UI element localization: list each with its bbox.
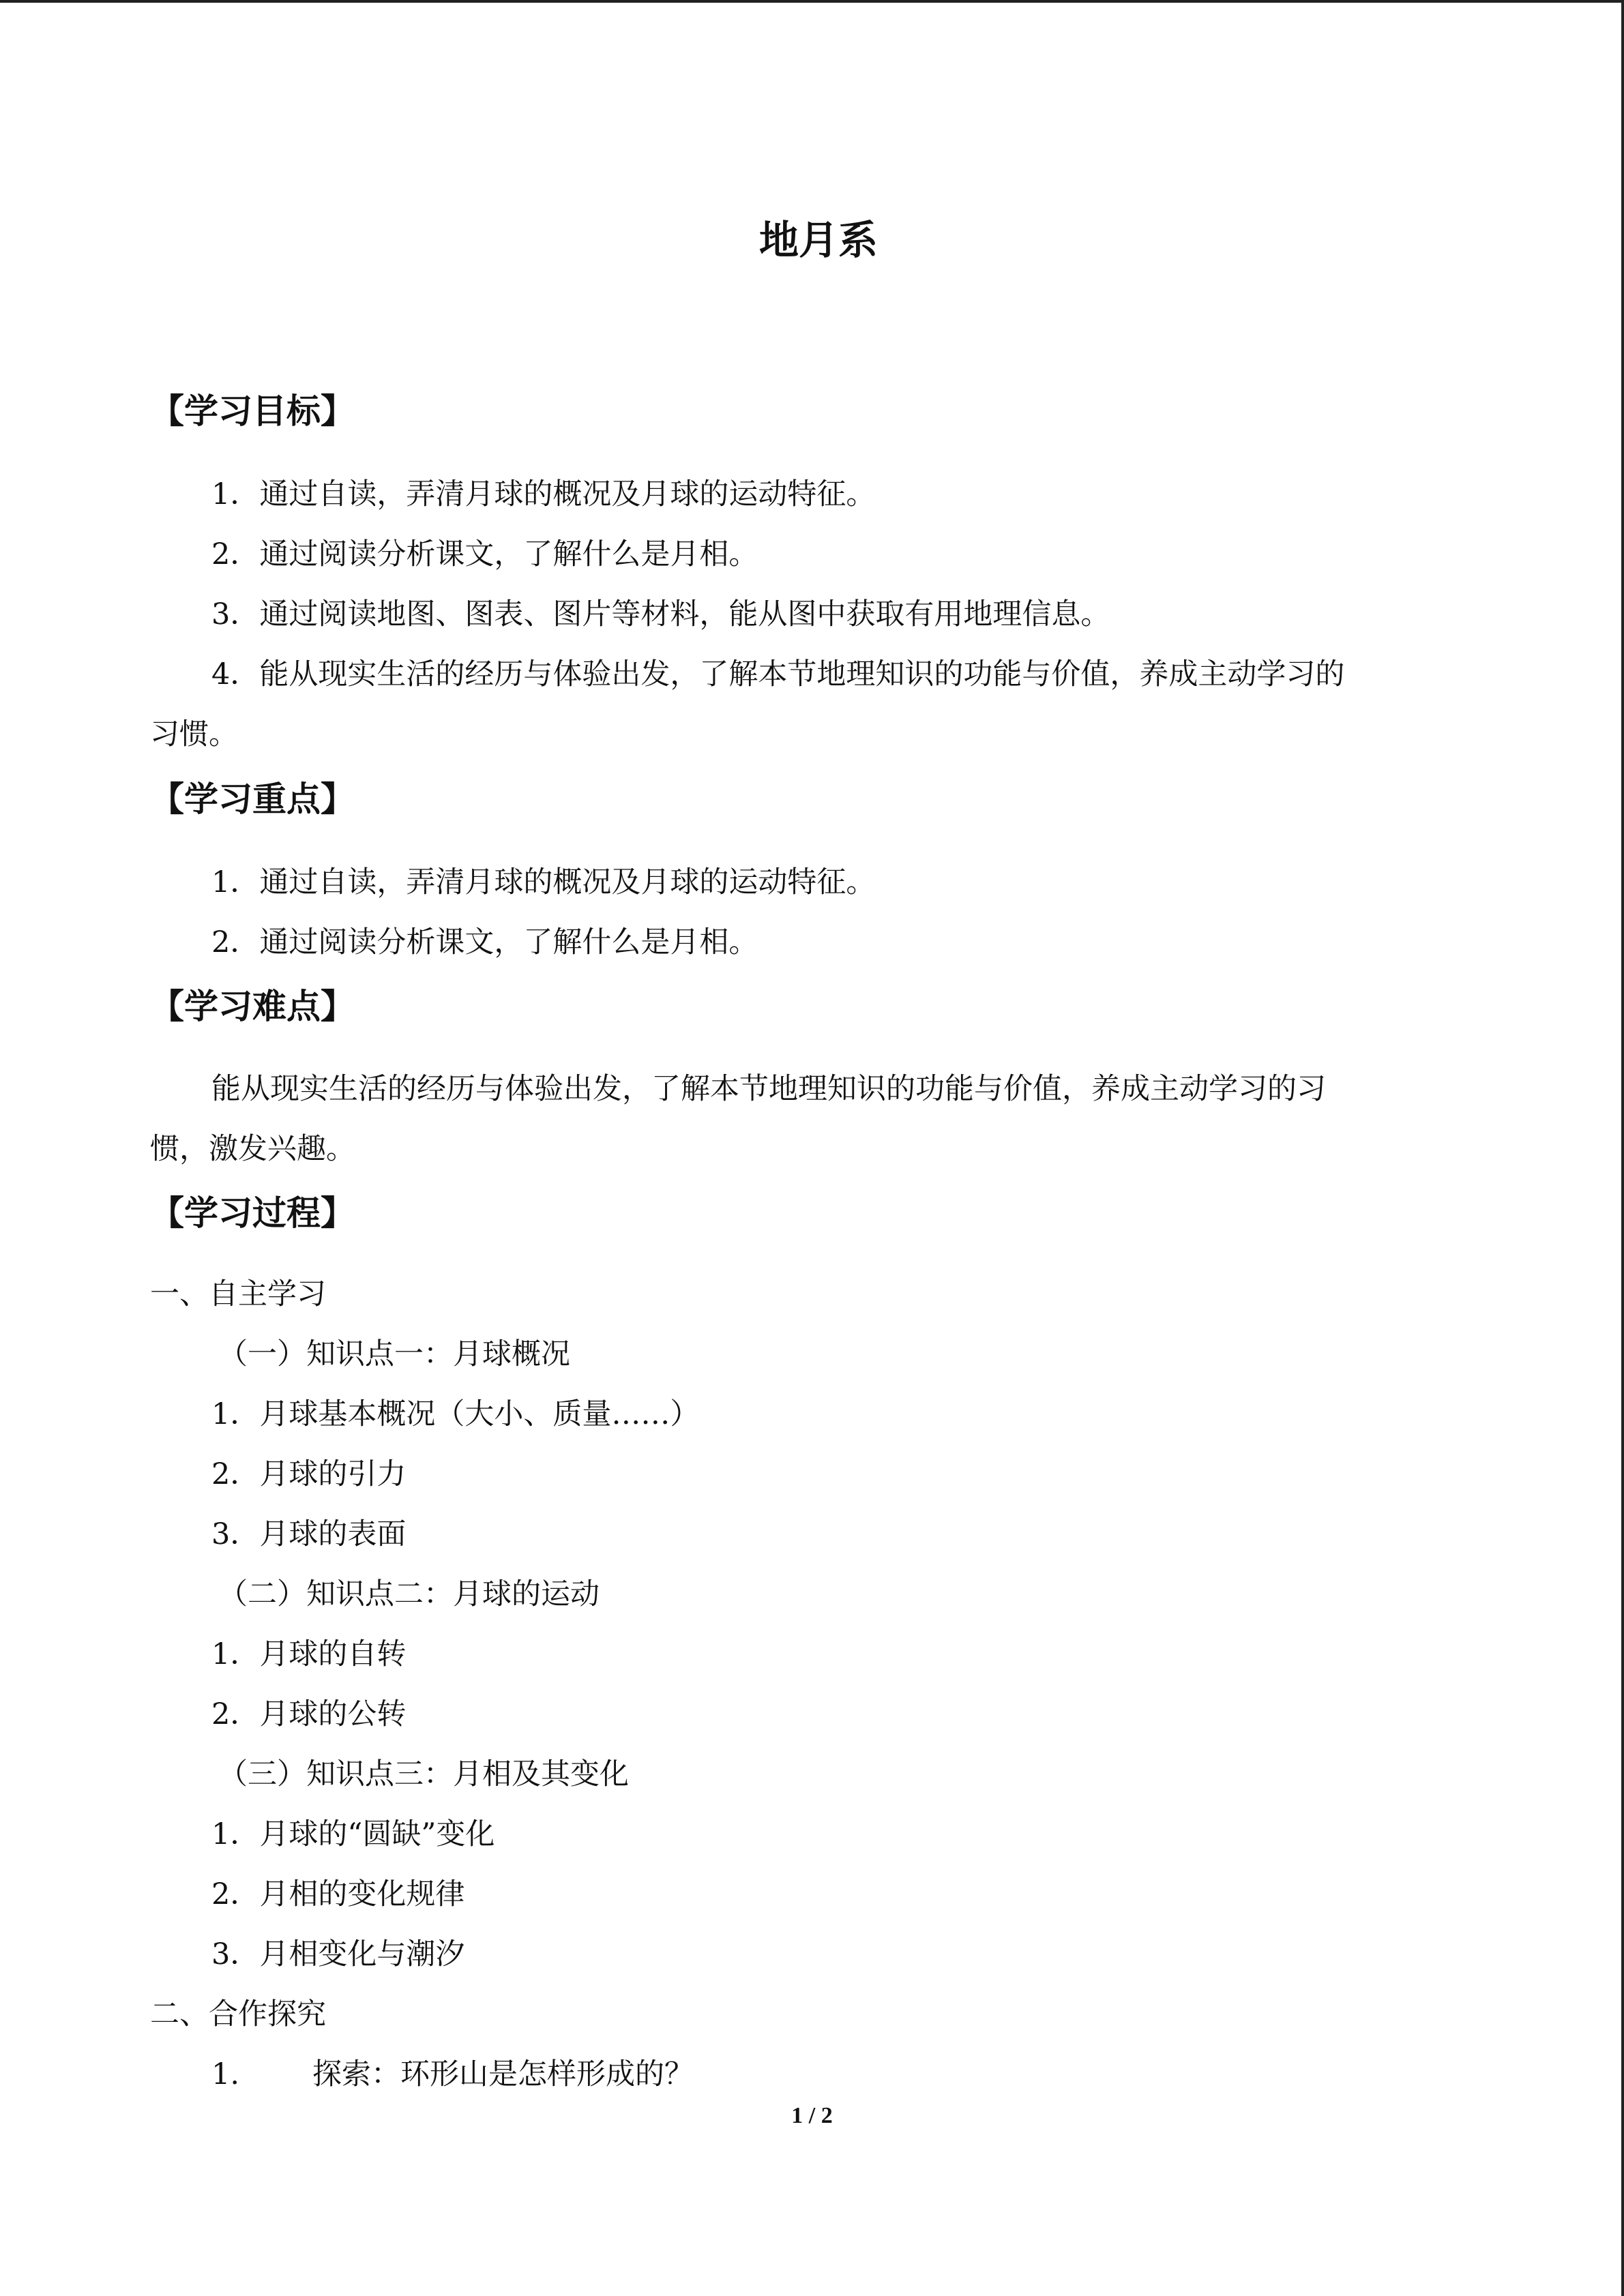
- objective-item: 4．能从现实生活的经历与体验出发，了解本节地理知识的功能与价值，养成主动学习的: [211, 657, 1345, 691]
- page-top-border: [0, 0, 1624, 3]
- explore-item-text: 探索：环形山是怎样形成的？: [312, 2057, 694, 2091]
- page-number: 1 / 2: [791, 2103, 833, 2128]
- key-point-item: 2．通过阅读分析课文，了解什么是月相。: [211, 925, 758, 959]
- objective-item: 3．通过阅读地图、图表、图片等材料，能从图中获取有用地理信息。: [211, 597, 1110, 631]
- objective-item: 1．通过自读，弄清月球的概况及月球的运动特征。: [211, 477, 876, 511]
- objective-item: 2．通过阅读分析课文，了解什么是月相。: [211, 537, 758, 571]
- knowledge-point-2-title: （二）知识点二：月球的运动: [218, 1577, 600, 1611]
- knowledge-point-3-item: 2．月相的变化规律: [211, 1877, 465, 1911]
- knowledge-point-1-item: 2．月球的引力: [211, 1457, 407, 1491]
- document-title: 地月系: [758, 217, 878, 263]
- knowledge-point-2-item: 2．月球的公转: [211, 1697, 407, 1731]
- key-points-heading: 【学习重点】: [150, 779, 355, 819]
- objective-item-continuation: 习惯。: [150, 717, 238, 751]
- page-right-border: [1621, 0, 1624, 2296]
- knowledge-point-3-item: 3．月相变化与潮汐: [211, 1937, 465, 1971]
- knowledge-point-1-title: （一）知识点一：月球概况: [218, 1337, 570, 1371]
- process-heading: 【学习过程】: [150, 1193, 355, 1233]
- explore-item: [211, 2054, 694, 2095]
- difficulty-item-continuation: 惯，激发兴趣。: [150, 1132, 355, 1166]
- knowledge-point-3-title: （三）知识点三：月相及其变化: [218, 1757, 629, 1791]
- difficulties-heading: 【学习难点】: [150, 987, 355, 1026]
- difficulty-item: 能从现实生活的经历与体验出发，了解本节地理知识的功能与价值，养成主动学习的习: [211, 1072, 1326, 1106]
- objectives-heading: 【学习目标】: [150, 391, 355, 431]
- part1-title: 一、自主学习: [150, 1277, 326, 1311]
- knowledge-point-1-item: 3．月球的表面: [211, 1517, 407, 1551]
- knowledge-point-3-item: 1．月球的“圆缺”变化: [211, 1817, 495, 1851]
- key-point-item: 1．通过自读，弄清月球的概况及月球的运动特征。: [211, 865, 876, 899]
- knowledge-point-2-item: 1．月球的自转: [211, 1637, 407, 1671]
- knowledge-point-1-item: 1．月球基本概况（大小、质量……）: [211, 1397, 700, 1431]
- part2-title: 二、合作探究: [150, 1997, 326, 2031]
- explore-item-number: 1.: [211, 2057, 240, 2091]
